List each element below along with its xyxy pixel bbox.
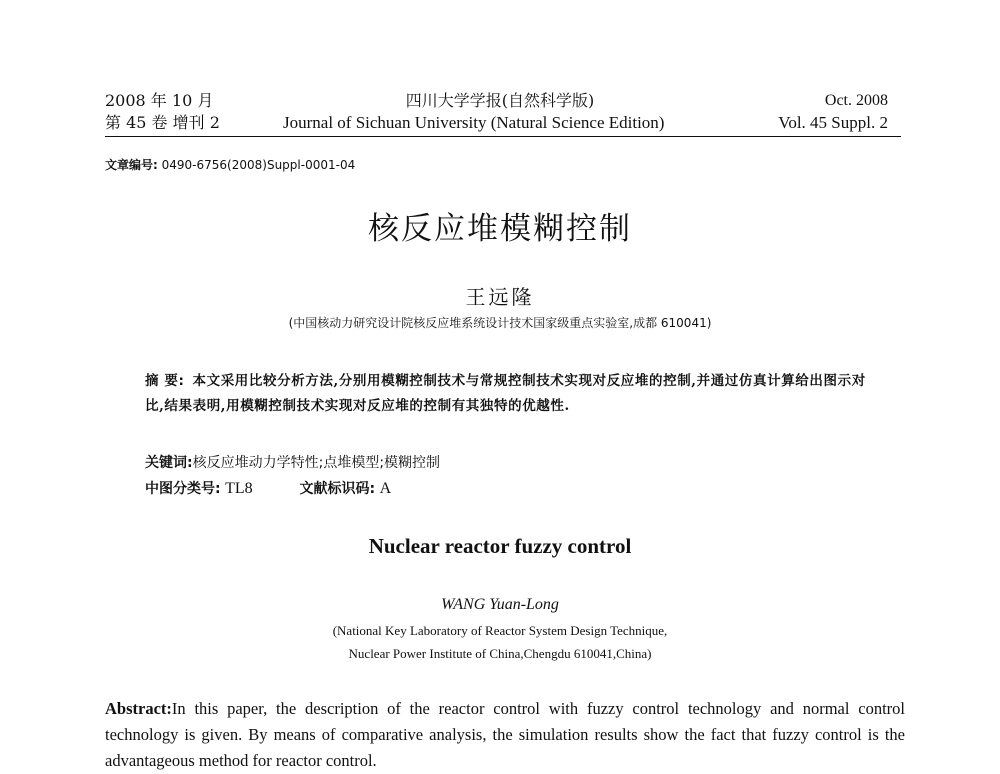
abstract-en (105, 696, 905, 774)
article-number-value: 0490-6756(2008)Suppl-0001-04 (161, 158, 356, 172)
abstract-cn-text: 本文采用比较分析方法,分别用模糊控制技术与常规控制技术实现对反应堆的控制,并通过仿真计算给出图示对比,结果表明,用模糊控制技术实现对反应堆的控制有其独特的优越性. (145, 373, 866, 414)
affiliation-cn: (中国核动力研究设计院核反应堆系统设计技术国家级重点实验室,成都 610041) (288, 316, 712, 330)
article-number-label: 文章编号: (105, 158, 158, 172)
header-volume-en: Vol. 45 Suppl. 2 (778, 113, 888, 132)
author-cn: 王远隆 (465, 285, 535, 309)
affiliation-en-line2: Nuclear Power Institute of China,Chengdu 610041,China) (348, 646, 652, 661)
classification (145, 478, 391, 498)
abstract-cn-label: 摘 要: (145, 373, 185, 389)
author-en: WANG Yuan-Long (441, 596, 559, 613)
abstract-en-label: Abstract: (105, 699, 172, 718)
title-cn: 核反应堆模糊控制 (368, 211, 632, 247)
title-en: Nuclear reactor fuzzy control (368, 534, 632, 558)
header-date-cn: 2008 年 10 月 (105, 91, 214, 110)
abstract-cn (145, 369, 870, 419)
header-date-en: Oct. 2008 (824, 92, 888, 109)
header-rule (105, 136, 901, 137)
journal-name-en: Journal of Sichuan University (Natural Science Edition) (283, 113, 665, 132)
clc-value: TL8 (225, 480, 253, 497)
doc-code-value: A (379, 480, 392, 497)
abstract-en-text: In this paper, the description of the reactor control with fuzzy control technology and normal control technology is given. By means of comparative analysis, the simulation results show the fact that fuzzy control is the advantageous method for reactor control. (105, 699, 905, 770)
affiliation-en-line1: (National Key Laboratory of Reactor System Design Technique, (332, 623, 668, 638)
clc-label: 中图分类号: (145, 481, 221, 497)
keywords-cn (145, 452, 440, 472)
journal-name-cn: 四川大学学报(自然科学版) (405, 91, 595, 110)
header-volume-cn: 第 45 卷 增刊 2 (105, 113, 220, 132)
doc-code-label: 文献标识码: (299, 481, 376, 497)
keywords-cn-label: 关键词: (145, 455, 193, 471)
keywords-cn-text: 核反应堆动力学特性;点堆模型;模糊控制 (192, 455, 441, 471)
article-number (105, 156, 355, 173)
